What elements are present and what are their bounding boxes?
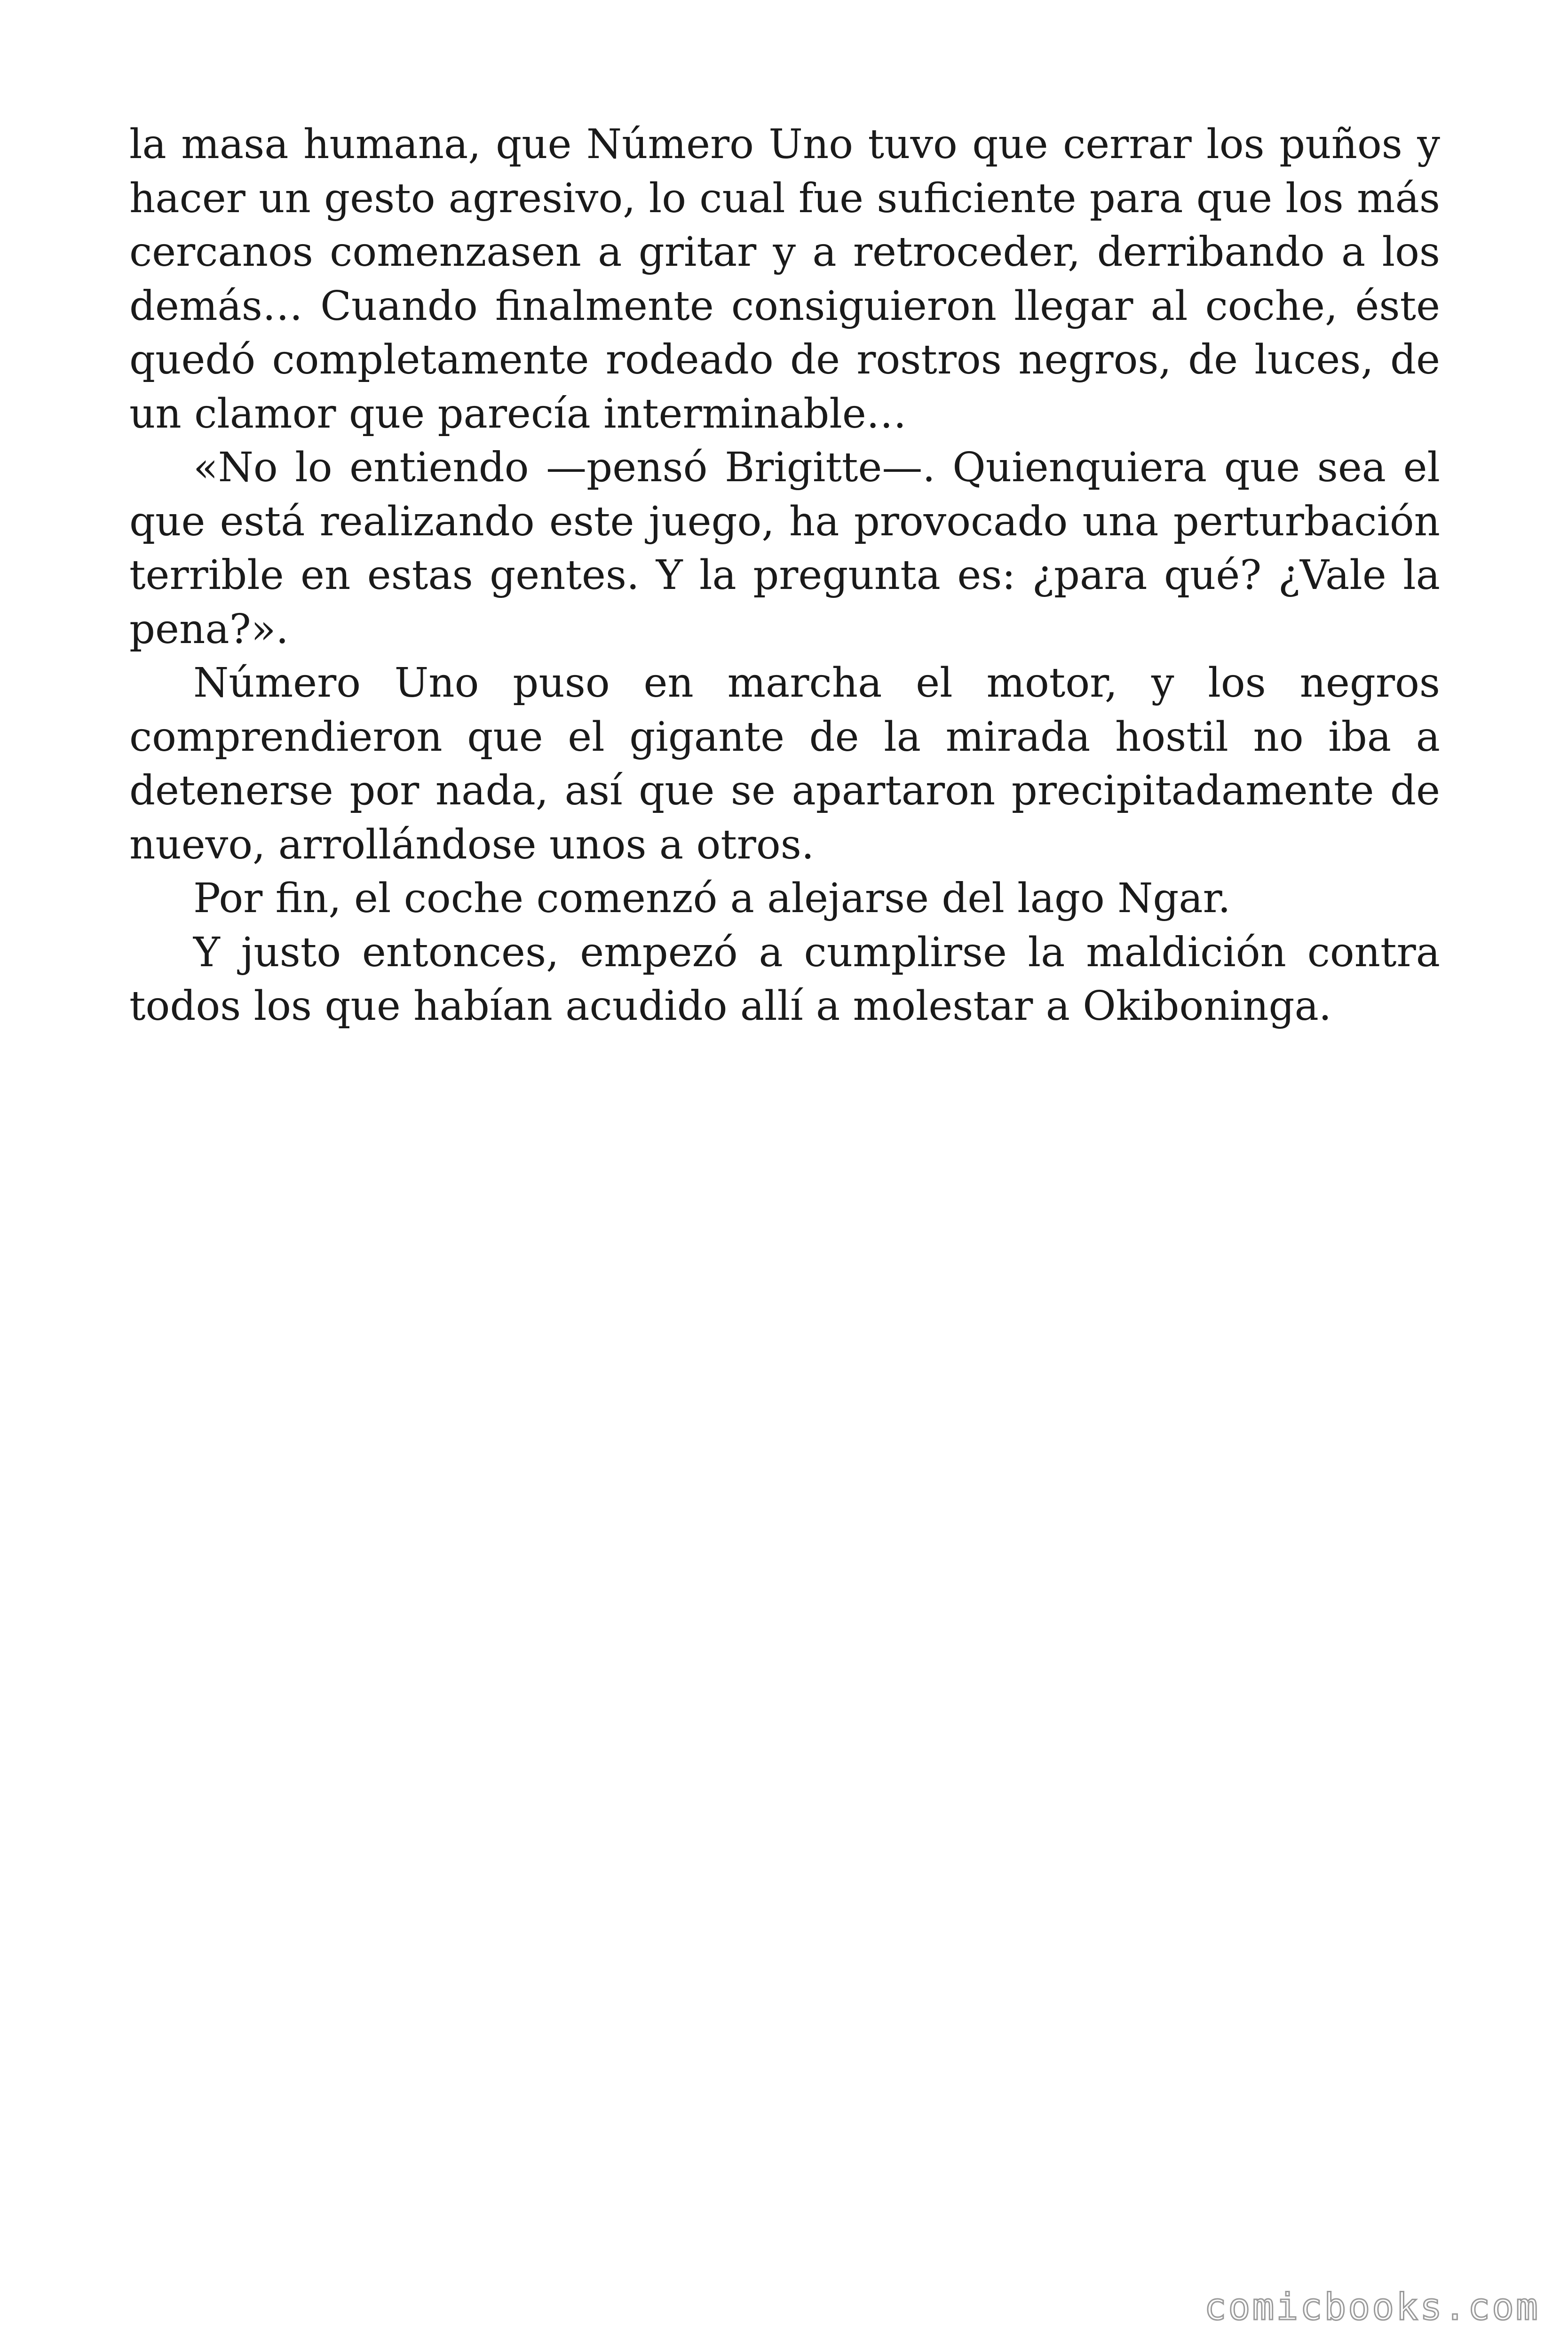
paragraph-4: Por fin, el coche comenzó a alejarse del lago Ngar. [193,875,1231,922]
paragraph-1: la masa humana, que Número Uno tuvo que cerrar los puños y hacer un gesto agresivo, lo cual fue suficiente para que los más cercanos comenzasen a gritar y a retroceder, derribando a los demás… Cuando finalmente consiguieron llegar al coche, éste quedó completamente rodeado de rostros negros, de luces, de un clamor que parecía interminable… [129,121,1440,437]
watermark-text: comicbooks.com [1204,2286,1540,2328]
paragraph-2: «No lo entiendo —pensó Brigitte—. Quienquiera que sea el que está realizando este juego, ha provocado una perturbación terrible en estas gentes. Y la pregunta es: ¿para qué? ¿Vale la pena?». [129,444,1440,653]
paragraph-3: Número Uno puso en marcha el motor, y los negros comprendieron que el gigante de la mirada hostil no iba a detenerse por nada, así que se apartaron precipitadamente de nuevo, arrollándose unos a otros. [129,660,1440,868]
body-text [129,118,1440,1033]
paragraph-5: Y justo entonces, empezó a cumplirse la maldición contra todos los que habían acudido allí a molestar a Okiboninga. [129,929,1440,1030]
